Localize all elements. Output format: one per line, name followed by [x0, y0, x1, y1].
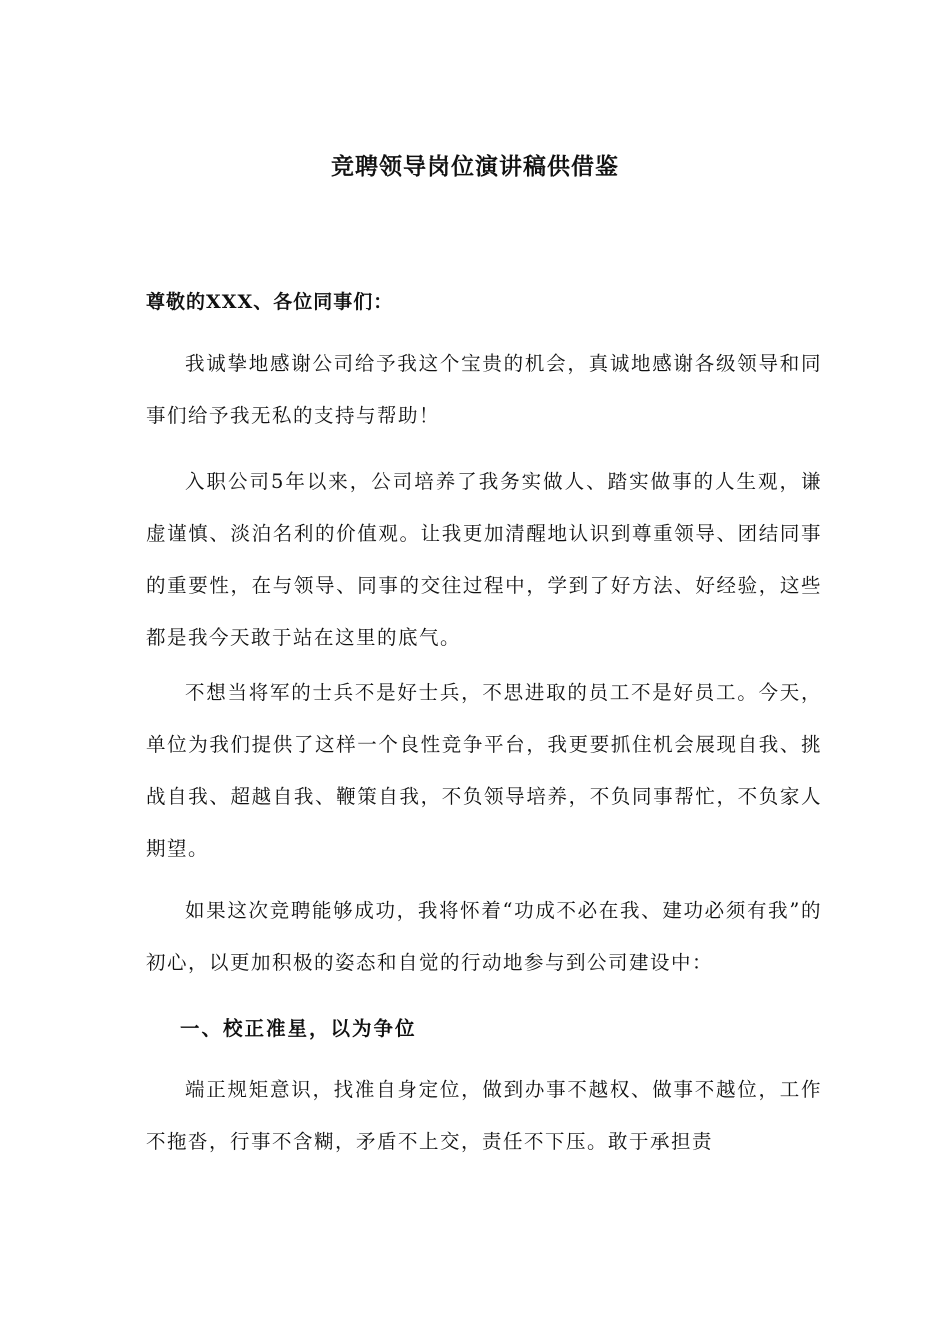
salutation: 尊敬的XXX、各位同事们：: [146, 291, 394, 313]
document-title: 竞聘领导岗位演讲稿供借鉴: [331, 153, 619, 180]
section-paragraph: 端正规矩意识，找准自身定位，做到办事不越权、做事不越位，工作不拖沓，行事不含糊，矛盾不上交，责任不下压。敢于承担责: [146, 1078, 822, 1153]
paragraph-thanks: 我诚挚地感谢公司给予我这个宝贵的机会，真诚地感谢各级领导和同事们给予我无私的支持与帮助！: [146, 352, 822, 427]
paragraph-ambition: 不想当将军的士兵不是好士兵，不思进取的员工不是好员工。今天，单位为我们提供了这样一个良性竞争平台，我更要抓住机会展现自我、挑战自我、超越自我、鞭策自我，不负领导培养，不负同事帮忙，不负家人期望。: [146, 681, 822, 860]
paragraph-experience: 入职公司5年以来，公司培养了我务实做人、踏实做事的人生观，谦虚谨慎、淡泊名利的价值观。让我更加清醒地认识到尊重领导、团结同事的重要性，在与领导、同事的交往过程中，学到了好方法、好经验，这些都是我今天敢于站在这里的底气。: [146, 470, 822, 649]
section-heading: 一、校正准星，以为争位: [180, 1017, 417, 1040]
paragraph-commitment: 如果这次竞聘能够成功，我将怀着“功成不必在我、建功必须有我”的初心，以更加积极的姿态和自觉的行动地参与到公司建设中：: [146, 899, 822, 974]
